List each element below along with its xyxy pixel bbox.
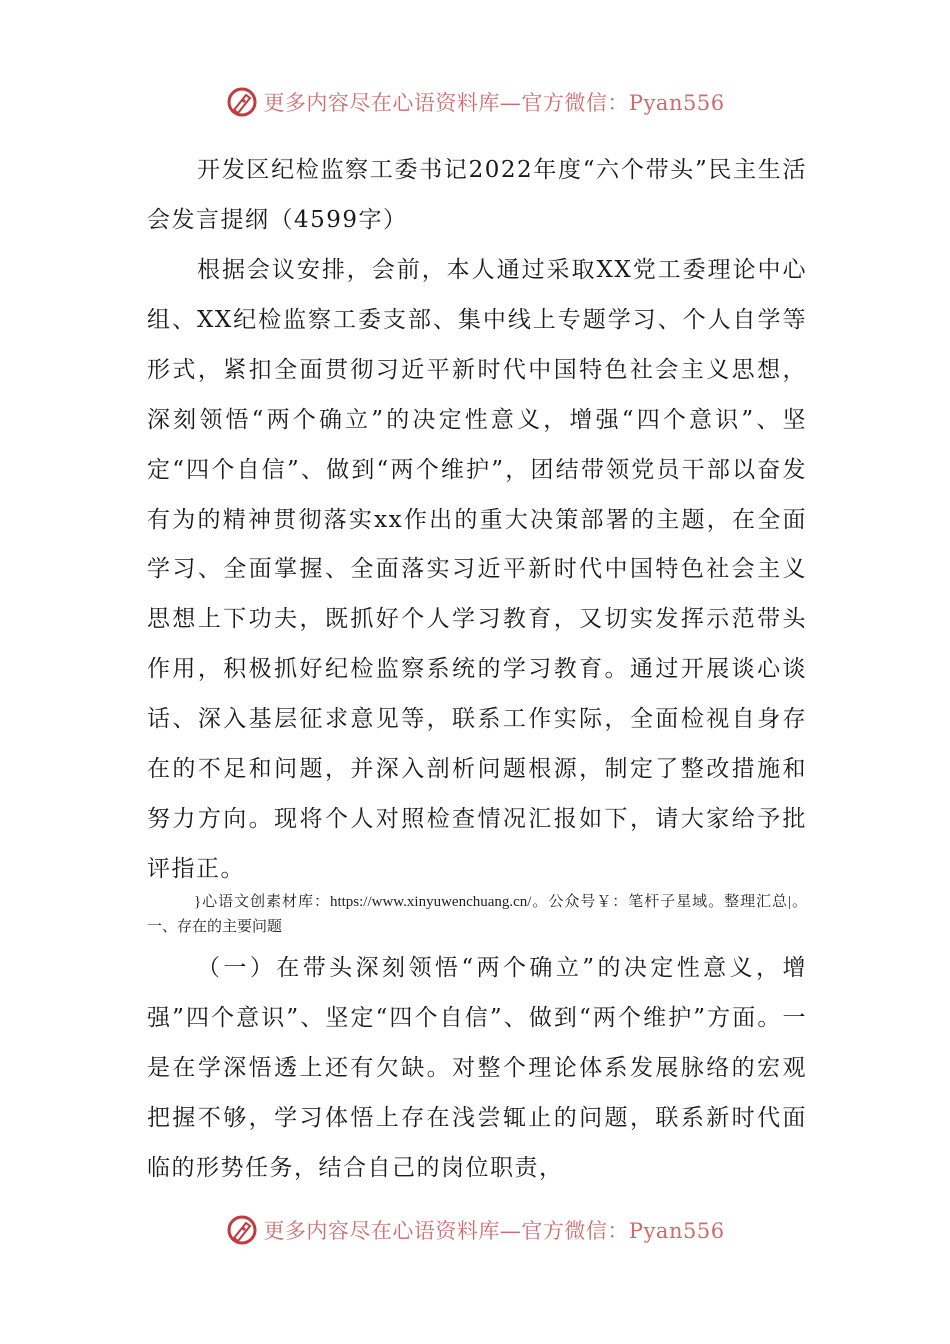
document-title: 开发区纪检监察工委书记2022年度“六个带头”民主生活会发言提纲（4599字） bbox=[147, 157, 807, 233]
source-note: }心语文创素材库：https://www.xinyuwenchuang.cn/。公众号￥：笔杆子星域。整理汇总|。一、存在的主要问题 bbox=[147, 894, 807, 935]
watermark-text: 更多内容尽在心语资料库—官方微信：Pyan556 bbox=[263, 91, 725, 115]
watermark-footer bbox=[0, 1210, 950, 1250]
watermark-header bbox=[0, 82, 950, 122]
intro-paragraph: 根据会议安排，会前，本人通过采取XX党工委理论中心组、XX纪检监察工委支部、集中线上专题学习、个人自学等形式，紧扣全面贯彻习近平新时代中国特色社会主义思想，深刻领悟“两个确立”的决定性意义，增强“四个意识”、坚定“四个自信”、做到“两个维护”，团结带领党员干部以奋发有为的精神贯彻落实xx作出的重大决策部署的主题，在全面学习、全面掌握、全面落实习近平新时代中国特色社会主义思想上下功夫，既抓好个人学习教育，又切实发挥示范带头作用，积极抓好纪检监察系统的学习教育。通过开展谈心谈话、深入基层征求意见等，联系工作实际，全面检视自身存在的不足和问题，并深入剖析问题根源，制定了整改措施和努力方向。现将个人对照检查情况汇报如下，请大家给予批评指正。 bbox=[147, 257, 807, 882]
pen-nib-logo-icon bbox=[225, 1213, 259, 1247]
pen-nib-logo-icon bbox=[225, 85, 259, 119]
problem-paragraph: （一）在带头深刻领悟“两个确立”的决定性意义，增强”四个意识”、坚定“四个自信”、做到“两个维护”方面。一是在学深悟透上还有欠缺。对整个理论体系发展脉络的宏观把握不够，学习体悟上存在浅尝辄止的问题，联系新时代面临的形势任务，结合自己的岗位职责， bbox=[147, 955, 807, 1181]
watermark-text: 更多内容尽在心语资料库—官方微信：Pyan556 bbox=[263, 1219, 725, 1243]
